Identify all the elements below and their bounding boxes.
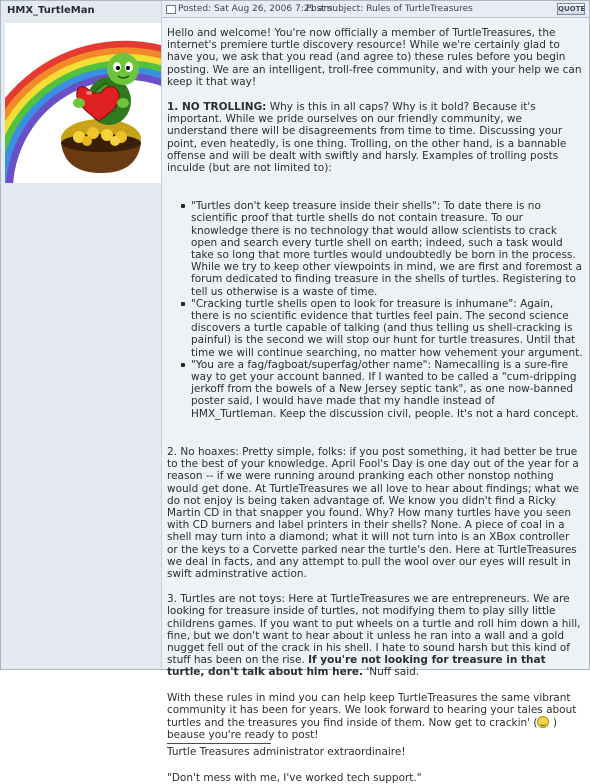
author-username[interactable]: HMX_TurtleMan (7, 5, 95, 16)
post-subject: Post subject: Rules of TurtleTreasures (306, 4, 473, 14)
quote-button[interactable]: QUOTE (558, 5, 586, 13)
signature-divider (167, 743, 271, 744)
rule-3-bold: If you're not looking for treasure in that turtle, don't talk about him here. (167, 654, 546, 679)
post-date: Posted: Sat Aug 26, 2006 7:21 am (178, 4, 333, 14)
author-panel (1, 1, 162, 669)
avatar (5, 23, 161, 183)
turtle-avatar-image (5, 23, 161, 183)
intro-paragraph: Hello and welcome! You're now officially a member of TurtleTreasures, the internet's premiere turtle discovery resource! While we're certainly glad to have you, we ask that you read (and agree to) these rules before you begin posting. We are an intelligent, troll-free community, and with your help we can keep it that way! (167, 27, 582, 88)
rule-2: 2. No hoaxes: Pretty simple, folks: if you post something, it had better be true to the best of your knowledge. April Fool's Day is one day out of the year for a reason -- if we were running around pranking each other nonstop nothing would get done. At TurtleTreasures we all love to hear about findings; what we do not enjoy is being taken advantage of. We know you didn't find a Ricky Martin CD in that snapper you found. Why? How many turtles have you seen with CD burners and label printers in their shells? None. A piece of coal in a shell may turn into a diamond; what it will not turn into is an XBox controller or the keys to a Corvette parked near the turtle's den. Here at TurtleTreasures we deal in facts, and any attempt to pull the wool over our eyes will result in swift adminstrative action. (167, 445, 579, 580)
signature-quote: "Don't mess with me, I've worked tech support." (167, 771, 422, 784)
rule-3 (167, 593, 583, 678)
rule-3-end: 'Nuff said. (363, 666, 420, 679)
signature-title: Turtle Treasures administrator extraordinaire! (167, 746, 406, 759)
post-body (167, 27, 583, 784)
smiley-icon (537, 716, 549, 728)
closing-paragraph (167, 692, 583, 742)
trolling-examples-list (167, 200, 583, 420)
rule-1-title: 1. NO TROLLING: (167, 101, 267, 114)
post-header (162, 1, 589, 18)
closing-text: With these rules in mind you can help keep TurtleTreasures the same vibrant community it has been for years. We look forward to hearing your tales about turtles and the treasures you find inside of them. Now get to crackin' ( (167, 691, 577, 729)
list-item: "Cracking turtle shells open to look for treasure is inhumane": Again, there is no scientific evidence that turtles feel pain. The second science discovers a turtle capable of talking (and thus telling us shell-cracking is painful) is the second we will stop our hunt for turtle treasures. Until that time we will continue searching, no matter how vehement your argument. (191, 297, 583, 359)
closing-text-end: ) beause you're ready to post! (167, 716, 557, 742)
rule-3-text: 3. Turtles are not toys: Here at TurtleTreasures we are entrepreneurs. We are looking for treasure inside of turtles, not modifying them to play silly little childrens games. If you want to put wheels on a turtle and roll him down a hill, fine, but we don't want to hear about it unless he ran into a wall and a gold nugget fell out of the crack in his shell. I hate to sound harsh but this kind of stuff has been on the rise. (167, 593, 581, 667)
post-icon (166, 5, 176, 14)
rule-1-text: Why is this in all caps? Why is it bold? Because it's important. While we pride ourselves on our friendly community, we understand there will be disagreements from time to time. Discussing your point, even heatedly, is one thing. Trolling, on the other hand, is a bannable offense and will be dealt with swiftly and harsly. Examples of trolling posts inculde (but are not limited to): (167, 101, 567, 175)
list-item: "You are a fag/fagboat/superfag/other name": Namecalling is a sure-fire way to get your account banned. If I wanted to be called a "cum-dripping jerkoff from the bowels of a New Jersey septic tank", as one now-banned poster said, I would have made that my handle instead of HMX_Turtleman. Keep the discussion civil, people. It's not a hard concept. (191, 359, 583, 420)
rule-1 (167, 101, 583, 174)
post-area (162, 1, 589, 784)
list-item: "Turtles don't keep treasure inside their shells": To date there is no scientific proof that turtle shells do not contain treasure. To our knowledge there is no technology that would allow scientists to crack open and search every turtle shell on earth; indeed, such a task would take so long that more turtles would undoubtedly be born in the process. While we try to keep other viewpoints in mind, we are first and foremost a forum dedicated to finding treasure in the shells of turtles. Registering to tell us otherwise is a waste of time. (191, 200, 583, 298)
